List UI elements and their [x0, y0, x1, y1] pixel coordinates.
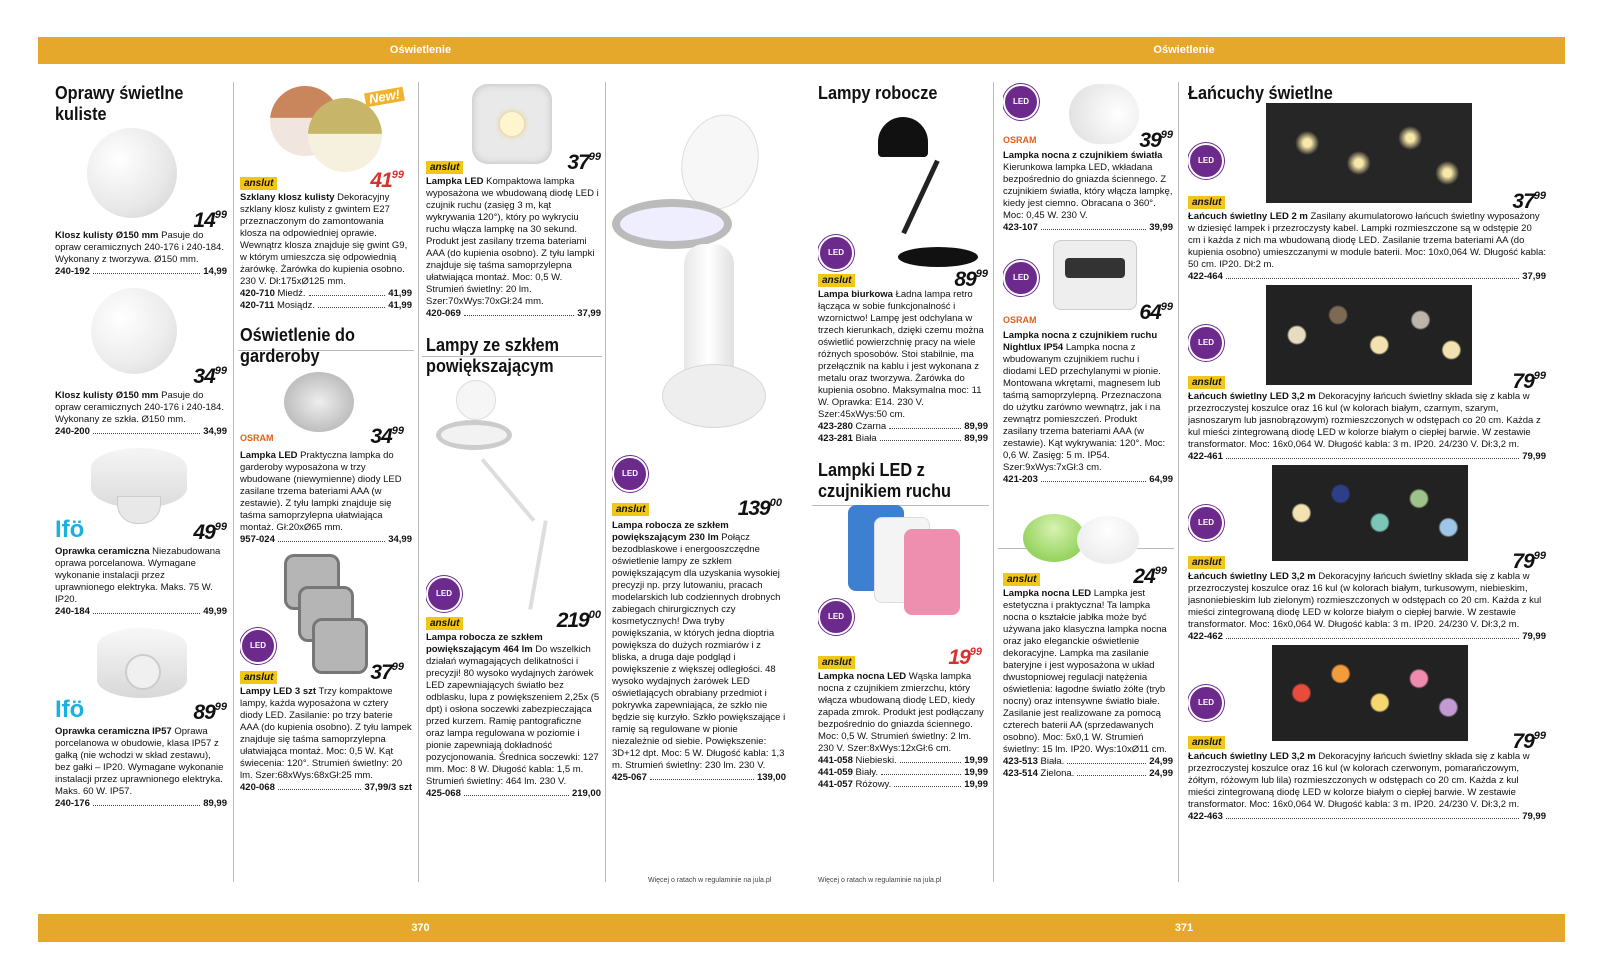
page-number-right: 371: [803, 914, 1565, 942]
product-image: [240, 84, 412, 190]
product-code-row: 423-513 Biała. 24,99: [1003, 756, 1173, 767]
product-code-row: 423-281 Biała 89,99: [818, 433, 988, 444]
product-code-row: 421-203 64,99: [1003, 474, 1173, 485]
section-title: Lampy ze szkłem powiększającym: [426, 334, 560, 376]
column-magnifier-lamp: [612, 82, 786, 886]
led-badge: LED: [818, 599, 854, 635]
product-image: [1188, 107, 1546, 213]
price-tag: $139^{00}$: [737, 497, 782, 520]
product-code-row: 423-514 Zielona. 24,99: [1003, 768, 1173, 779]
column-divider: [233, 82, 234, 882]
product-image: [55, 128, 227, 232]
price-tag: $34^{99}$: [193, 365, 227, 388]
product-code-row: 240-192 14,99: [55, 266, 227, 277]
product-image: [426, 380, 601, 630]
column-divider: [605, 82, 606, 882]
price-tag: $37^{99}$: [370, 661, 404, 684]
product-description: Lampka nocna z czujnikiem ruchu Nightlux IP54 Lampka nocna z wbudowanym czujnikiem ruchu i diodami LED przechylanymi w pionie. Montowana wkrętami, magnesem lub taśmą samoprzylepną. Przeznaczona do użytku zarówno wewnątrz, jak i na zewnątrz pomieszczeń. Produkt zasilany trzema bateriami AAA (w zestawie). Kąt wykrywania: 120°. Moc: 0,6 W. Zasięg: 5 m. IP54. Szer:9xWys:7xGł:3 cm.: [1003, 330, 1166, 473]
product-description: Lampa biurkowa Ładna lampa retro łącząca w sobie funkcjonalność i wzornictwo! Lampę jest odchylana w trzech kierunkach, dzięki czemu można oświetlić powierzchnię pracy na wiele różnych sposobów. Stoi stabilnie, ma przełącznik na kablu i jest wykonana z metalu oraz tworzywa. Żarówka do kupienia osobno. Maksymalna moc: 11 W. Oprawka: E14. 230 V. Szer:45xWys:50 cm.: [818, 289, 984, 420]
product-code-row: 422-464 37,99: [1188, 271, 1546, 282]
new-badge: New!: [364, 87, 405, 108]
product-image: [55, 284, 227, 388]
price-tag: $89^{99}$: [954, 268, 988, 291]
anslut-logo: anslut: [1188, 196, 1225, 209]
osram-logo: OSRAM: [1003, 135, 1037, 145]
led-badge: LED: [426, 576, 462, 612]
product-code-row: 240-200 34,99: [55, 426, 227, 437]
ifo-logo: Ifö: [55, 516, 85, 543]
price-tag: $34^{99}$: [370, 425, 404, 448]
product-description: Lampy LED 3 szt Trzy kompaktowe lampy, każda wyposażona w cztery diody LED. Zasilanie: po trzy baterie AAA (do kupienia osobno). Z tyłu lampek znajduje się taśma samoprzylepna ułatwiająca montaż. Moc: 0,5 W. Kąt świecenia: 120°. Strumień świetlny: 20 lm. Szer:68xWys:68xGł:25 mm.: [240, 686, 412, 781]
product-image: [1188, 289, 1546, 393]
product-code-row: 425-068 219,00: [426, 788, 601, 799]
product-code-row: 420-710 Miedź. 41,99: [240, 288, 412, 299]
anslut-logo: anslut: [1188, 736, 1225, 749]
anslut-logo: anslut: [426, 161, 463, 174]
led-badge: LED: [818, 235, 854, 271]
product-code-row: 240-184 49,99: [55, 606, 227, 617]
product-description: Klosz kulisty Ø150 mm Pasuje do opraw ceramicznych 240-176 i 240-184. Wykonany z tworzywa. Ø150 mm.: [55, 230, 224, 265]
product-description: Lampka nocna z czujnikiem światła Kierunkowa lampka LED, wkładana bezpośrednio do gniazda ściennego. Z czujnikiem światła, który włącza lampkę, kiedy jest ciemno. Obracana o 360°. Moc: 0,45 W. 230 V.: [1003, 150, 1173, 221]
product-code-row: 420-069 37,99: [426, 308, 601, 319]
price-tag: $39^{99}$: [1139, 129, 1173, 152]
price-tag: $79^{99}$: [1512, 730, 1546, 753]
anslut-logo: anslut: [1188, 376, 1225, 389]
price-tag: $64^{99}$: [1139, 301, 1173, 324]
anslut-logo: anslut: [1188, 556, 1225, 569]
led-badge: LED: [1188, 505, 1224, 541]
section-title: Lampki LED z czujnikiem ruchu: [818, 459, 951, 501]
product-image: [1188, 649, 1546, 753]
section-header-left: Oświetlenie: [38, 37, 803, 64]
column-globes-wardrobe: [240, 82, 412, 886]
column-divider: [1178, 82, 1179, 882]
column-divider: [418, 82, 419, 882]
product-description: Łańcuch świetlny LED 3,2 m Dekoracyjny łańcuch świetlny składa się z kabla w przezroczystej koszulce oraz 16 kul (w kolorach białym, czarnym, szarym, jasnoszarym lub jasnobrązowym) rozmieszczonych w odstępach co 20 cm. Każda z kul mieści zintegrowaną diodę LED w kolorze białym o ciepłej barwie. W zestawie transformator. Moc: 16x0,064 W. Długość kabla: 3 m. IP20. 24/230 V. Dł:3,2 m.: [1188, 391, 1541, 450]
price-tag: $37^{99}$: [567, 151, 601, 174]
price-tag: $89^{99}$: [193, 701, 227, 724]
product-code-row: 422-462 79,99: [1188, 631, 1546, 642]
price-tag: $41^{99}$: [370, 169, 404, 192]
product-code-row: 420-068 37,99/3 szt: [240, 782, 412, 793]
price-tag: $49^{99}$: [193, 521, 227, 544]
product-code-row: 423-280 Czarna 89,99: [818, 421, 988, 432]
section-title: Łańcuchy świetlne: [1188, 82, 1333, 103]
anslut-logo: anslut: [426, 617, 463, 630]
anslut-logo: anslut: [612, 503, 649, 516]
column-work-lamps: [818, 82, 988, 886]
product-description: Łańcuch świetlny LED 2 m Zasilany akumulatorowo łańcuch świetlny wyposażony w dziesięć lampek i przezroczysty kabel. Lampki rozmieszczone są w odstępie 20 cm i każda z nich ma wbudowaną diodę LED. Zasilanie trzema bateriami AA (do kupienia osobno) umieszczanymi w module baterii. Moc: 10x0,064 W. Długość kabla: 50 cm. IP20. Dł:2 m.: [1188, 211, 1546, 270]
anslut-logo: anslut: [240, 671, 277, 684]
installment-note: Więcej o ratach w regulaminie na jula.pl: [818, 877, 942, 884]
product-code-row: 425-067 139,00: [612, 772, 786, 783]
section-header-right: Oświetlenie: [803, 37, 1565, 64]
product-description: Lampa robocza ze szkłem powiększającym 230 lm Połącz bezodblaskowe i energooszczędne oświetlenie lampy ze szkłem powiększającym dla uzyskania wysokiej precyzji np. przy lutowaniu, pracach modelarskich lub codziennych drobnych zabiegach chirurgicznych czy kosmetycznych! Dwa tryby powiększania, w których jedna dioptria powiększa do dużych rozmiarów i z bliska, a druga daje podgląd i powiększenie z większej odległości. 48 wysoko wydajnych żarówek LED oświetlających obrabiany przedmiot i pokrywka zapewniająca, że szkło nie będzie się kurzyło. Szkło powiększające i ramię są regulowane w pionie niezależnie od siebie. Powiększenie: 3D+12 dpt. Moc: 5 W. Długość kabla: 1,3 m. Strumień świetlny: 230 lm. 230 V.: [612, 520, 786, 771]
price-tag: $219^{00}$: [556, 609, 601, 632]
product-code-row: 441-059 Biały. 19,99: [818, 767, 988, 778]
price-tag: $79^{99}$: [1512, 550, 1546, 573]
section-title: Oświetlenie do garderoby: [240, 324, 355, 366]
product-code-row: 441-058 Niebieski. 19,99: [818, 755, 988, 766]
product-code-row: 420-711 Mosiądz. 41,99: [240, 300, 412, 311]
anslut-logo: anslut: [1003, 573, 1040, 586]
price-tag: $14^{99}$: [193, 209, 227, 232]
product-image: [1003, 240, 1173, 328]
product-description: Klosz kulisty Ø150 mm Pasuje do opraw ceramicznych 240-176 i 240-184. Wykonany ze szkła. Ø150 mm.: [55, 390, 224, 425]
anslut-logo: anslut: [240, 177, 277, 190]
product-code-row: 441-057 Różowy. 19,99: [818, 779, 988, 790]
product-description: Lampka LED Kompaktowa lampka wyposażona we wbudowaną diodę LED i czujnik ruchu (zasięg 3 m, kąt wykrywania 120°), który po wykryciu ruchu włącza lampkę na 30 sekund. Produkt jest zasilany trzema bateriami AAA (do kupienia osobno). Z tyłu lampki znajduje się taśma samoprzylepna ułatwiająca montaż. Moc: 0,5 W. Strumień świetlny: 20 lm. Szer:70xWys:70xGł:24 mm.: [426, 176, 599, 307]
column-led-magnifier: [426, 82, 601, 886]
ifo-logo: Ifö: [55, 696, 85, 723]
product-code-row: 422-463 79,99: [1188, 811, 1546, 822]
product-description: Łańcuch świetlny LED 3,2 m Dekoracyjny łańcuch świetlny składa się z kabla w przezroczystej koszulce oraz 16 kul (w kolorach czerwonym, pomarańczowym, żółtym, różowym lub lila) rozmieszczonych w odstępach co 20 cm. Każda z kul mieści zintegrowaną diodę LED w kolorze białym o ciepłej barwie. W zestawie transformator. Moc: 16x0,064 W. Długość kabla: 3 m. IP20. 24/230 V. Dł:3,2 m.: [1188, 751, 1530, 810]
product-image: [1188, 469, 1546, 573]
product-code-row: 240-176 89,99: [55, 798, 227, 809]
led-badge: LED: [612, 456, 648, 492]
led-badge: LED: [1003, 260, 1039, 296]
osram-logo: OSRAM: [1003, 315, 1037, 325]
product-description: Oprawka ceramiczna IP57 Oprawa porcelanowa w obudowie, klasa IP57 z gałką (nie wchodzi w skład zestawu), bez gałki – IP20. Wymagane wykonanie instalacji przez uprawnionego elektryka. Maks. 60 W. IP57.: [55, 726, 224, 797]
product-image: [818, 505, 988, 669]
product-image: [240, 552, 412, 684]
installment-note: Więcej o ratach w regulaminie na jula.pl: [648, 877, 772, 884]
product-description: Szklany klosz kulisty Dekoracyjny szklany klosz kulisty z gwintem E27 przeznaczonym do zamontowania klosza na odpowiedniej oprawie. Wewnątrz klosza znajduje się gwint G9, w którym umieszcza się odpowiednią żarówkę. Żarówka do kupienia osobno. 230 V. Dł:175xØ125 mm.: [240, 192, 408, 287]
product-code-row: 422-461 79,99: [1188, 451, 1546, 462]
product-image: [1003, 508, 1173, 586]
column-divider: [993, 82, 994, 882]
led-badge: LED: [1188, 685, 1224, 721]
price-tag: $37^{99}$: [1512, 190, 1546, 213]
anslut-logo: anslut: [818, 656, 855, 669]
product-image: [55, 624, 227, 724]
product-code-row: 423-107 39,99: [1003, 222, 1173, 233]
led-badge: LED: [240, 628, 276, 664]
product-description: Lampka nocna LED Wąska lampka nocna z czujnikiem zmierzchu, który włącza wbudowaną diodę LED, kiedy zapada zmrok. Produkt jest podłączany bezpośrednio do gniazda ściennego. Moc: 0,5 W. Strumień świetlny: 2 lm. 230 V. Szer:8xWys:12xGł:6 cm.: [818, 671, 984, 754]
led-badge: LED: [1188, 325, 1224, 361]
product-image: [240, 370, 412, 448]
column-light-chains: [1188, 82, 1546, 886]
anslut-logo: anslut: [818, 274, 855, 287]
price-tag: $19^{99}$: [948, 646, 982, 669]
product-image: [612, 84, 786, 518]
page-number-left: 370: [38, 914, 803, 942]
section-title: Lampy robocze: [818, 82, 938, 103]
section-title: Oprawy świetlne kuliste: [55, 82, 184, 124]
product-image: [1003, 84, 1173, 152]
led-badge: LED: [1003, 84, 1039, 120]
osram-logo: OSRAM: [240, 433, 274, 443]
product-description: Lampa robocza ze szkłem powiększającym 464 lm Do wszelkich działań wymagających delikatności i precyzji! 80 wysoko wydajnych żarówek LED zapewniających światło bez odblasku, lupa z powiększeniem 2,25x (5 dpt) i osłona soczewki zabezpieczająca przed kurzem. Ramię pantograficzne oraz lampa regulowana w poziomie i pionie zapewniają dokładność pozycjonowania. Średnica soczewki: 127 mm. Moc: 8 W. Długość kabla: 1,5 m. Strumień świetlny: 464 lm. 230 V.: [426, 632, 600, 787]
product-description: Lampka nocna LED Lampka jest estetyczna i praktyczna! Ta lampka nocna o kształcie jabłka może być używana jako klasyczna lampka nocna oraz jako eleganckie oświetlenie dekoracyjne. Lampka ma zasilanie bateryjne i jest wyposażona w układ dwustopniowej regulacji natężenia oświetlenia: łagodne światło żółte (tryb nocny) oraz intensywne światło białe. Zasilanie jest realizowane za pomocą czterech baterii AA (sprzedawanych osobno). Moc: 5x0,1 W. Strumień świetlny: 15 lm. IP20. Wys:10xØ11 cm.: [1003, 588, 1167, 755]
product-description: Oprawka ceramiczna Niezabudowana oprawa porcelanowa. Wymagane wykonanie instalacji przez uprawnionego elektryka. Maks. 75 W. IP20.: [55, 546, 221, 605]
column-spherical-fixtures: [55, 82, 227, 886]
price-tag: $24^{99}$: [1133, 565, 1167, 588]
product-image: [55, 444, 227, 544]
led-badge: LED: [1188, 143, 1224, 179]
product-image: [818, 107, 988, 291]
product-description: Lampka LED Praktyczna lampka do garderoby wyposażona w trzy wbudowane (niewymienne) diody LED zasilane trzema bateriami AAA (w zestawie). Z tyłu lampki znajduje się taśma samoprzylepna ułatwiająca montaż. Gł:20xØ65 mm.: [240, 450, 402, 533]
price-tag: $79^{99}$: [1512, 370, 1546, 393]
column-night-lights: [1003, 82, 1173, 886]
product-image: [426, 84, 601, 174]
product-code-row: 957-024 34,99: [240, 534, 412, 545]
product-description: Łańcuch świetlny LED 3,2 m Dekoracyjny łańcuch świetlny składa się z kabla w przezroczystej koszulce oraz 16 kul (w kolorach białym, turkusowym, niebieskim, jasnoniebieskim lub zielonym) rozmieszczonych w odstępach co 20 cm. Każda z kul mieści zintegrowaną diodę LED w kolorze białym o ciepłej barwie. W zestawie transformator. Moc: 16x0,064 W. Długość kabla: 3 m. IP20. 24/230 V. Dł:3,2 m.: [1188, 571, 1542, 630]
